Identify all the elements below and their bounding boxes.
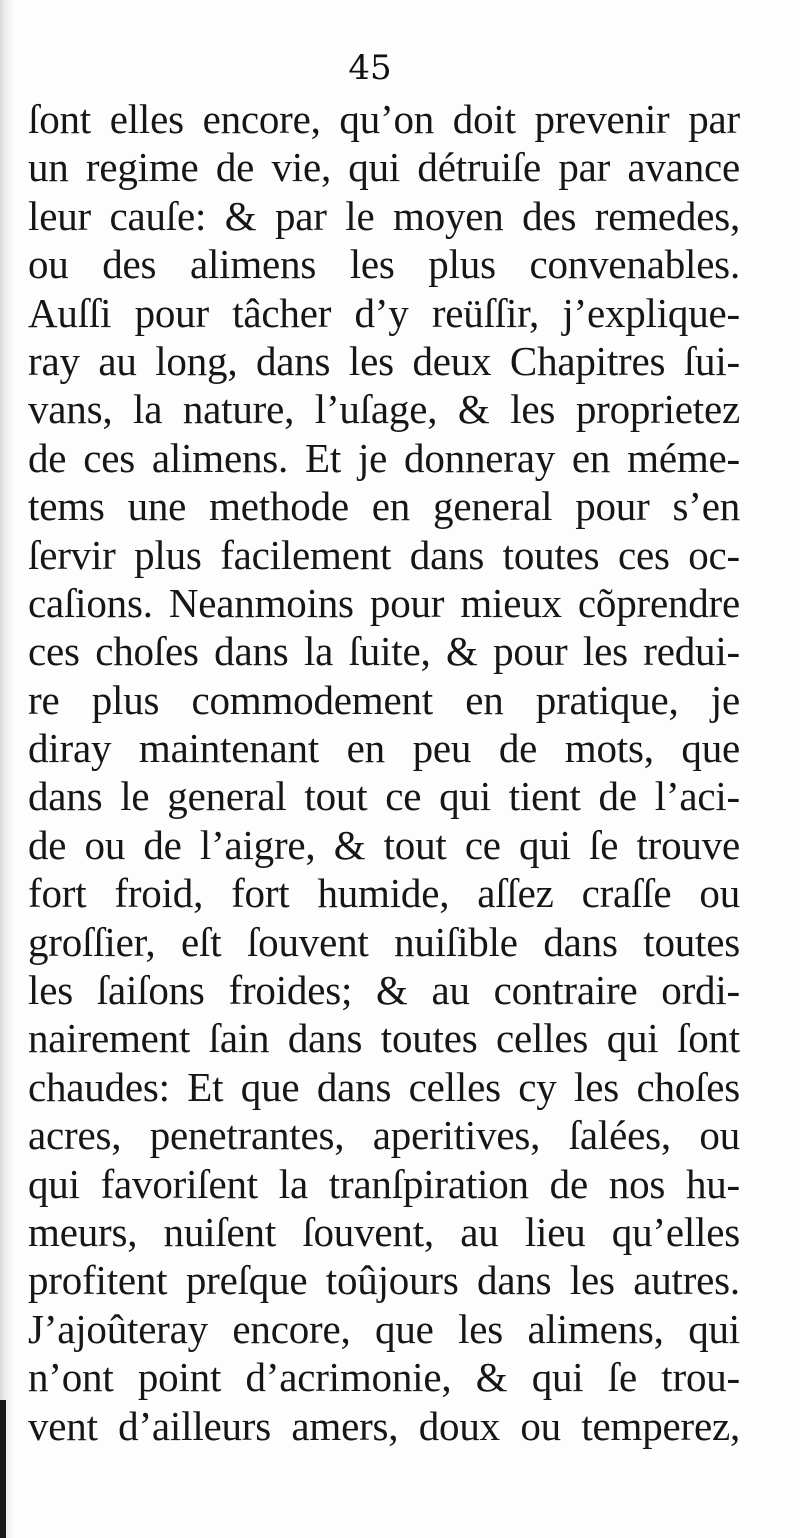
text-line: de ou de l’aigre, & tout ce qui ſe trouve [28, 821, 740, 868]
text-line: qui favoriſent la tranſpiration de nos hu- [28, 1160, 740, 1207]
text-line: diray maintenant en peu de mots, que [28, 725, 740, 772]
text-line: J’ajoûteray encore, que les alimens, qui [28, 1305, 740, 1352]
text-line: profitent preſque toûjours dans les autres. [28, 1257, 740, 1304]
text-line: fort froid, fort humide, aſſez craſſe ou [28, 870, 740, 917]
text-line: dans le general tout ce qui tient de l’aci- [28, 773, 740, 820]
binding-edge-mark [0, 1400, 6, 1538]
text-line: leur cauſe: & par le moyen des remedes, [28, 192, 740, 239]
text-line: tems une methode en general pour s’en [28, 483, 740, 530]
text-line: de ces alimens. Et je donneray en méme- [28, 434, 740, 481]
text-line: acres, penetrantes, aperitives, ſalées, ou [28, 1112, 740, 1159]
text-line: les ſaiſons froides; & au contraire ordi- [28, 967, 740, 1014]
page-number: 45 [348, 48, 392, 88]
text-line: Auſſi pour tâcher d’y reüſſir, j’explique- [28, 289, 740, 336]
text-line: vans, la nature, l’uſage, & les proprietez [28, 386, 740, 433]
text-line: groſſier, eſt ſouvent nuiſible dans toutes [28, 918, 740, 965]
text-line: re plus commodement en pratique, je [28, 676, 740, 723]
text-line: meurs, nuiſent ſouvent, au lieu qu’elles [28, 1208, 740, 1255]
text-line: caſions. Neanmoins pour mieux cõprendre [28, 579, 740, 626]
body-text [28, 95, 740, 1450]
text-line: ſervir plus facilement dans toutes ces oc- [28, 531, 740, 578]
text-line: un regime de vie, qui détruiſe par avance [28, 144, 740, 191]
text-line: ou des alimens les plus convenables. [28, 241, 740, 288]
text-line: ray au long, dans les deux Chapitres ſui- [28, 337, 740, 384]
text-line: n’ont point d’acrimonie, & qui ſe trou- [28, 1354, 740, 1401]
text-line: ſont elles encore, qu’on doit prevenir par [28, 96, 740, 142]
text-line: chaudes: Et que dans celles cy les choſes [28, 1063, 740, 1110]
text-line: ces choſes dans la ſuite, & pour les redui- [28, 628, 740, 675]
text-line: vent d’ailleurs amers, doux ou temperez, [28, 1402, 740, 1449]
page-gutter-shadow [0, 0, 14, 1538]
text-line: nairement ſain dans toutes celles qui ſont [28, 1015, 740, 1062]
